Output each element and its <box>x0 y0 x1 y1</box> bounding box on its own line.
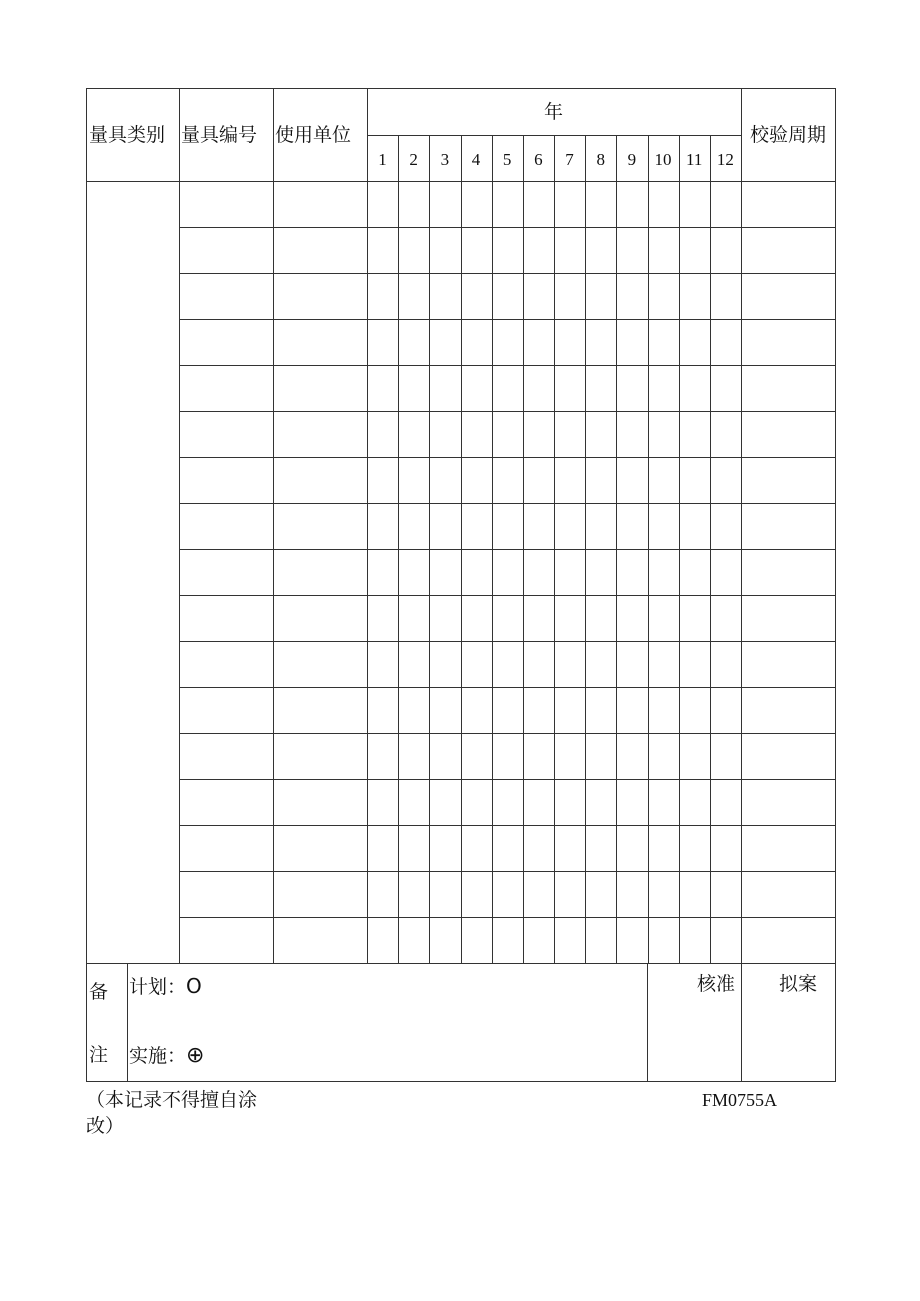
month-label-1: 1 <box>378 150 387 169</box>
table-cell[interactable] <box>274 182 367 227</box>
month-label-9: 9 <box>627 150 637 169</box>
table-cell[interactable] <box>711 458 741 503</box>
table-cell[interactable] <box>462 780 492 825</box>
table-cell[interactable] <box>586 688 616 733</box>
table-cell[interactable] <box>524 826 554 871</box>
remarks-label-top: 备 <box>89 981 109 1003</box>
table-cell[interactable] <box>180 872 273 917</box>
table-cell[interactable] <box>368 458 398 503</box>
table-cell[interactable] <box>555 596 585 641</box>
month-label-6: 6 <box>534 150 543 169</box>
table-cell[interactable] <box>493 918 523 963</box>
table-cell[interactable] <box>742 182 835 227</box>
table-cell[interactable] <box>711 550 741 595</box>
header-year: 年 <box>544 101 564 123</box>
table-cell[interactable] <box>274 228 367 273</box>
table-cell[interactable] <box>399 872 429 917</box>
header-number: 量具编号 <box>181 124 258 146</box>
table-cell[interactable] <box>274 872 367 917</box>
month-label-10: 10 <box>654 150 672 169</box>
table-cell[interactable] <box>555 412 585 457</box>
table-cell[interactable] <box>524 780 554 825</box>
table-cell[interactable] <box>399 366 429 411</box>
table-cell[interactable] <box>180 274 273 319</box>
table-cell[interactable] <box>462 320 492 365</box>
table-cell[interactable] <box>368 228 398 273</box>
table-cell[interactable] <box>742 228 835 273</box>
table-cell[interactable] <box>368 274 398 319</box>
table-cell[interactable] <box>368 320 398 365</box>
table-cell[interactable] <box>649 780 679 825</box>
remarks-label-bottom: 注 <box>89 1044 109 1066</box>
table-cell[interactable] <box>180 826 273 871</box>
table-cell[interactable] <box>711 642 741 687</box>
table-cell[interactable] <box>555 366 585 411</box>
table-cell[interactable] <box>617 228 647 273</box>
table-cell[interactable] <box>524 228 554 273</box>
table-cell[interactable] <box>586 458 616 503</box>
table-cell[interactable] <box>586 826 616 871</box>
table-cell[interactable] <box>742 780 835 825</box>
table-cell[interactable] <box>742 274 835 319</box>
table-cell[interactable] <box>555 780 585 825</box>
table-cell[interactable] <box>711 274 741 319</box>
table-cell[interactable] <box>617 780 647 825</box>
month-label-3: 3 <box>440 150 450 169</box>
month-label-8: 8 <box>596 150 605 169</box>
table-cell[interactable] <box>493 550 523 595</box>
table-cell[interactable] <box>742 504 835 549</box>
table-cell[interactable] <box>617 642 647 687</box>
table-cell[interactable] <box>180 366 273 411</box>
table-cell[interactable] <box>274 412 367 457</box>
table-cell[interactable] <box>493 412 523 457</box>
table-cell[interactable] <box>742 320 835 365</box>
table-cell[interactable] <box>430 228 460 273</box>
table-cell[interactable] <box>399 826 429 871</box>
table-cell[interactable] <box>368 504 398 549</box>
table-cell[interactable] <box>524 642 554 687</box>
table-cell[interactable] <box>430 918 460 963</box>
table-cell[interactable] <box>711 596 741 641</box>
table-cell[interactable] <box>586 228 616 273</box>
table-cell[interactable] <box>555 228 585 273</box>
table-cell[interactable] <box>430 274 460 319</box>
table-cell[interactable] <box>742 412 835 457</box>
table-cell[interactable] <box>680 274 710 319</box>
table-cell[interactable] <box>274 320 367 365</box>
table-cell[interactable] <box>555 274 585 319</box>
table-cell[interactable] <box>368 642 398 687</box>
table-cell[interactable] <box>742 596 835 641</box>
table-cell[interactable] <box>462 412 492 457</box>
table-cell[interactable] <box>430 550 460 595</box>
table-cell[interactable] <box>368 182 398 227</box>
table-cell[interactable] <box>711 918 741 963</box>
table-cell[interactable] <box>462 642 492 687</box>
table-cell[interactable] <box>617 550 647 595</box>
table-cell[interactable] <box>742 642 835 687</box>
table-cell[interactable] <box>274 458 367 503</box>
approve-label: 核准 <box>697 973 736 995</box>
table-cell[interactable] <box>617 734 647 779</box>
table-cell[interactable] <box>555 734 585 779</box>
table-cell[interactable] <box>711 826 741 871</box>
table-cell[interactable] <box>586 596 616 641</box>
table-cell[interactable] <box>524 596 554 641</box>
table-cell[interactable] <box>399 320 429 365</box>
table-cell[interactable] <box>524 734 554 779</box>
month-label-2: 2 <box>409 150 418 169</box>
month-label-12: 12 <box>716 150 734 169</box>
table-cell[interactable] <box>399 458 429 503</box>
table-cell[interactable] <box>555 826 585 871</box>
table-cell[interactable] <box>649 412 679 457</box>
table-cell[interactable] <box>430 182 460 227</box>
table-cell[interactable] <box>462 826 492 871</box>
table-cell[interactable] <box>399 550 429 595</box>
impl-symbol: ⊕ <box>186 1043 205 1068</box>
table-cell[interactable] <box>180 596 273 641</box>
table-cell[interactable] <box>368 366 398 411</box>
table-cell[interactable] <box>649 458 679 503</box>
table-cell[interactable] <box>524 412 554 457</box>
table-cell[interactable] <box>711 780 741 825</box>
table-cell[interactable] <box>617 872 647 917</box>
table-cell[interactable] <box>274 826 367 871</box>
table-cell[interactable] <box>586 366 616 411</box>
table-cell[interactable] <box>493 182 523 227</box>
table-cell[interactable] <box>524 918 554 963</box>
table-cell[interactable] <box>742 734 835 779</box>
table-cell[interactable] <box>493 320 523 365</box>
table-cell[interactable] <box>649 918 679 963</box>
table-cell[interactable] <box>617 274 647 319</box>
table-cell[interactable] <box>399 918 429 963</box>
table-cell[interactable] <box>493 872 523 917</box>
table-cell[interactable] <box>586 182 616 227</box>
table-cell[interactable] <box>649 228 679 273</box>
plan-label: 计划： <box>129 976 187 998</box>
table-cell[interactable] <box>368 412 398 457</box>
table-cell[interactable] <box>493 228 523 273</box>
table-cell[interactable] <box>649 550 679 595</box>
table-cell[interactable] <box>617 596 647 641</box>
table-cell[interactable] <box>680 826 710 871</box>
table-cell[interactable] <box>462 596 492 641</box>
table-cell[interactable] <box>555 642 585 687</box>
table-cell[interactable] <box>524 550 554 595</box>
table-cell[interactable] <box>680 504 710 549</box>
table-cell[interactable] <box>462 228 492 273</box>
table-cell[interactable] <box>742 872 835 917</box>
table-cell[interactable] <box>711 228 741 273</box>
table-cell[interactable] <box>180 228 273 273</box>
plan-legend <box>129 976 202 997</box>
table-cell[interactable] <box>680 550 710 595</box>
table-cell[interactable] <box>493 642 523 687</box>
table-cell[interactable] <box>274 504 367 549</box>
table-cell[interactable] <box>462 504 492 549</box>
table-cell[interactable] <box>555 872 585 917</box>
table-cell[interactable] <box>462 734 492 779</box>
table-cell[interactable] <box>399 412 429 457</box>
table-cell[interactable] <box>617 458 647 503</box>
table-cell[interactable] <box>680 228 710 273</box>
plan-symbol: O <box>186 974 202 998</box>
table-cell[interactable] <box>617 320 647 365</box>
table-cell[interactable] <box>399 780 429 825</box>
table-cell[interactable] <box>430 642 460 687</box>
impl-label: 实施： <box>129 1045 187 1067</box>
table-cell[interactable] <box>586 550 616 595</box>
table-cell[interactable] <box>649 872 679 917</box>
table-cell[interactable] <box>368 688 398 733</box>
table-cell[interactable] <box>524 182 554 227</box>
table-cell[interactable] <box>493 734 523 779</box>
table-cell[interactable] <box>368 918 398 963</box>
table-cell[interactable] <box>524 688 554 733</box>
table-cell[interactable] <box>274 366 367 411</box>
table-cell[interactable] <box>680 734 710 779</box>
table-cell[interactable] <box>617 412 647 457</box>
table-cell[interactable] <box>180 780 273 825</box>
table-cell[interactable] <box>680 688 710 733</box>
table-cell[interactable] <box>180 320 273 365</box>
table-cell[interactable] <box>617 182 647 227</box>
table-cell[interactable] <box>368 872 398 917</box>
table-cell[interactable] <box>742 918 835 963</box>
table-cell[interactable] <box>586 412 616 457</box>
table-cell[interactable] <box>649 504 679 549</box>
table-cell[interactable] <box>617 504 647 549</box>
table-cell[interactable] <box>462 918 492 963</box>
table-cell[interactable] <box>711 734 741 779</box>
table-cell[interactable] <box>180 504 273 549</box>
table-cell[interactable] <box>680 872 710 917</box>
table-cell[interactable] <box>555 458 585 503</box>
table-cell[interactable] <box>368 550 398 595</box>
table-cell[interactable] <box>462 366 492 411</box>
table-cell[interactable] <box>742 826 835 871</box>
table-cell[interactable] <box>555 688 585 733</box>
footer-note-line2: 改） <box>86 1115 125 1137</box>
table-cell[interactable] <box>274 734 367 779</box>
table-cell[interactable] <box>617 826 647 871</box>
table-cell[interactable] <box>180 412 273 457</box>
table-cell[interactable] <box>524 320 554 365</box>
table-cell[interactable] <box>274 688 367 733</box>
table-cell[interactable] <box>680 918 710 963</box>
table-cell[interactable] <box>274 642 367 687</box>
table-cell[interactable] <box>399 734 429 779</box>
table-cell[interactable] <box>680 182 710 227</box>
table-cell[interactable] <box>649 596 679 641</box>
table-cell[interactable] <box>649 642 679 687</box>
table-cell[interactable] <box>649 734 679 779</box>
table-cell[interactable] <box>617 688 647 733</box>
table-cell[interactable] <box>368 734 398 779</box>
table-cell[interactable] <box>274 550 367 595</box>
table-cell[interactable] <box>430 458 460 503</box>
table-cell[interactable] <box>711 320 741 365</box>
impl-legend <box>129 1045 204 1067</box>
table-cell[interactable] <box>555 918 585 963</box>
table-cell[interactable] <box>180 734 273 779</box>
table-cell[interactable] <box>493 688 523 733</box>
table-cell[interactable] <box>742 458 835 503</box>
table-cell[interactable] <box>430 504 460 549</box>
table-cell[interactable] <box>180 182 273 227</box>
header-cycle: 校验周期 <box>750 124 827 146</box>
table-cell[interactable] <box>399 274 429 319</box>
table-cell[interactable] <box>586 320 616 365</box>
table-cell[interactable] <box>493 366 523 411</box>
table-cell[interactable] <box>493 826 523 871</box>
table-cell[interactable] <box>274 274 367 319</box>
month-label-7: 7 <box>565 150 574 169</box>
table-cell[interactable] <box>711 366 741 411</box>
month-label-5: 5 <box>502 150 512 169</box>
table-cell[interactable] <box>586 780 616 825</box>
table-cell[interactable] <box>649 274 679 319</box>
table-cell[interactable] <box>617 918 647 963</box>
table-cell[interactable] <box>399 182 429 227</box>
table-cell[interactable] <box>274 780 367 825</box>
table-cell[interactable] <box>399 228 429 273</box>
table-cell[interactable] <box>399 504 429 549</box>
table-cell[interactable] <box>711 688 741 733</box>
table-cell[interactable] <box>180 918 273 963</box>
footer-note-line1: （本记录不得擅自涂 <box>86 1089 258 1111</box>
table-cell[interactable] <box>742 550 835 595</box>
table-cell[interactable] <box>493 458 523 503</box>
table-cell[interactable] <box>430 596 460 641</box>
table-cell[interactable] <box>711 504 741 549</box>
table-cell[interactable] <box>742 366 835 411</box>
table-cell[interactable] <box>524 872 554 917</box>
table-cell[interactable] <box>462 458 492 503</box>
table-cell[interactable] <box>462 274 492 319</box>
table-cell[interactable] <box>742 688 835 733</box>
table-cell[interactable] <box>493 274 523 319</box>
table-cell[interactable] <box>430 320 460 365</box>
table-cell[interactable] <box>586 734 616 779</box>
table-cell[interactable] <box>399 688 429 733</box>
form-code: FM0755A <box>702 1090 778 1110</box>
table-cell[interactable] <box>680 412 710 457</box>
table-cell[interactable] <box>680 596 710 641</box>
table-cell[interactable] <box>430 826 460 871</box>
table-cell[interactable] <box>180 458 273 503</box>
table-cell[interactable] <box>493 596 523 641</box>
table-cell[interactable] <box>586 872 616 917</box>
table-cell[interactable] <box>524 366 554 411</box>
month-label-4: 4 <box>471 150 481 169</box>
table-cell[interactable] <box>680 366 710 411</box>
table-cell[interactable] <box>274 918 367 963</box>
table-cell[interactable] <box>586 642 616 687</box>
table-cell[interactable] <box>274 596 367 641</box>
table-cell[interactable] <box>430 366 460 411</box>
table-cell[interactable] <box>430 412 460 457</box>
table-cell[interactable] <box>493 780 523 825</box>
table-cell[interactable] <box>493 504 523 549</box>
table-cell[interactable] <box>555 182 585 227</box>
table-cell[interactable] <box>462 688 492 733</box>
table-cell[interactable] <box>462 182 492 227</box>
table-cell[interactable] <box>180 550 273 595</box>
table-cell[interactable] <box>617 366 647 411</box>
draft-label: 拟案 <box>779 973 818 995</box>
table-cell[interactable] <box>524 274 554 319</box>
table-cell[interactable] <box>680 642 710 687</box>
table-cell[interactable] <box>711 872 741 917</box>
table-cell[interactable] <box>586 504 616 549</box>
table-cell[interactable] <box>180 688 273 733</box>
table-cell[interactable] <box>524 504 554 549</box>
table-cell[interactable] <box>462 872 492 917</box>
table-cell[interactable] <box>649 688 679 733</box>
table-cell[interactable] <box>524 458 554 503</box>
table-cell[interactable] <box>711 182 741 227</box>
header-category: 量具类别 <box>89 124 166 146</box>
table-cell[interactable] <box>586 274 616 319</box>
table-cell[interactable] <box>649 182 679 227</box>
table-cell[interactable] <box>555 504 585 549</box>
table-cell[interactable] <box>680 458 710 503</box>
table-cell[interactable] <box>368 596 398 641</box>
table-cell[interactable] <box>680 320 710 365</box>
table-cell[interactable] <box>555 550 585 595</box>
table-cell[interactable] <box>555 320 585 365</box>
table-cell[interactable] <box>649 320 679 365</box>
month-label-11: 11 <box>686 150 703 169</box>
header-unit: 使用单位 <box>275 124 352 146</box>
table-cell[interactable] <box>368 826 398 871</box>
table-cell[interactable] <box>649 366 679 411</box>
table-cell[interactable] <box>180 642 273 687</box>
table-cell[interactable] <box>368 780 398 825</box>
table-cell[interactable] <box>399 596 429 641</box>
table-cell[interactable] <box>586 918 616 963</box>
table-cell[interactable] <box>399 642 429 687</box>
table-cell[interactable] <box>430 688 460 733</box>
table-cell[interactable] <box>711 412 741 457</box>
table-cell[interactable] <box>430 872 460 917</box>
table-cell[interactable] <box>462 550 492 595</box>
table-cell[interactable] <box>430 734 460 779</box>
table-cell[interactable] <box>430 780 460 825</box>
table-cell[interactable] <box>680 780 710 825</box>
table-cell[interactable] <box>649 826 679 871</box>
